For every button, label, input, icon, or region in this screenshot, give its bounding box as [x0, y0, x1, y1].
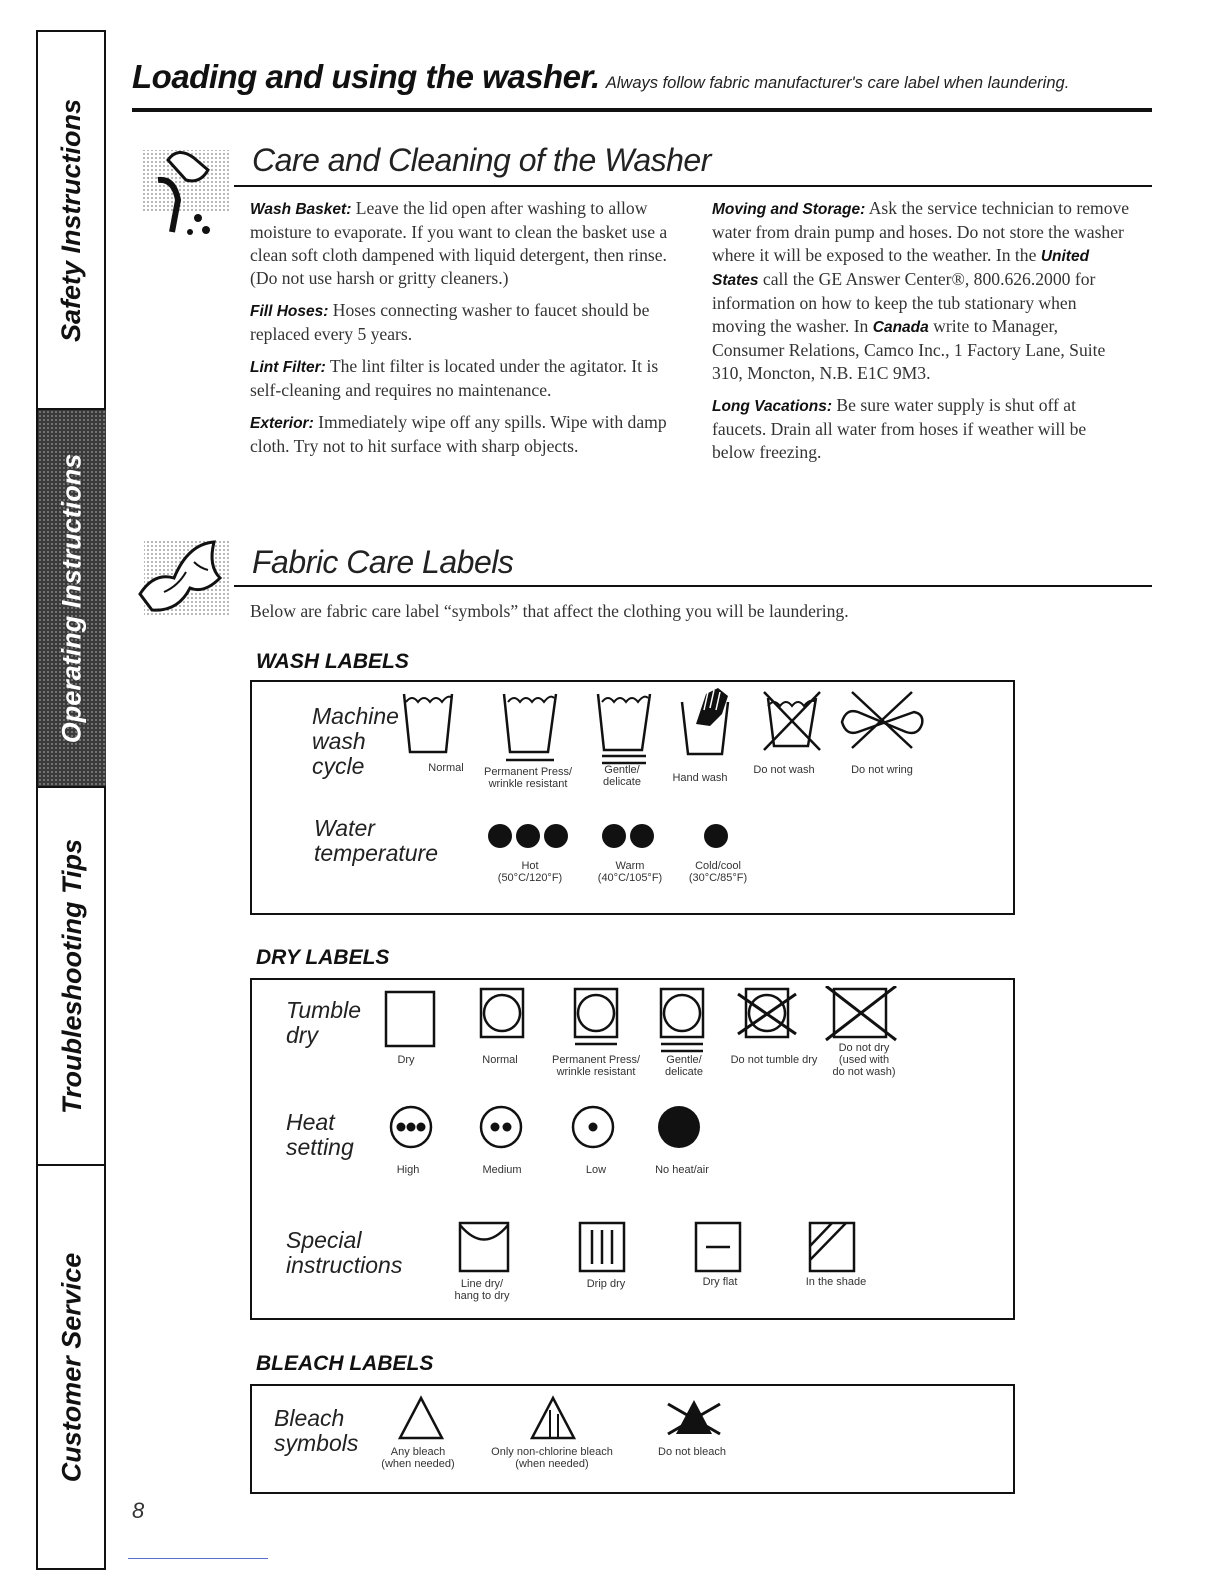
bleach-caption-do-not: Do not bleach	[658, 1446, 726, 1458]
heat-caption-no-heat: No heat/air	[655, 1164, 709, 1176]
fabric-care-icon	[134, 532, 234, 624]
cycle-caption-permanent-press: Permanent Press/ wrinkle resistant	[483, 766, 573, 790]
page-header	[132, 58, 1152, 112]
page-number: 8	[132, 1498, 145, 1523]
dry-icon	[382, 988, 440, 1050]
care-section-title: Care and Cleaning of the Washer	[252, 142, 711, 178]
line-dry-icon	[456, 1220, 514, 1276]
hot-temperature-dots	[488, 824, 572, 853]
bleach-caption-any: Any bleach (when needed)	[381, 1446, 455, 1470]
tab-label: Safety Instructions	[56, 98, 87, 342]
special-caption-line-dry: Line dry/ hang to dry	[454, 1278, 510, 1302]
bleach-labels-heading: BLEACH LABELS	[256, 1352, 434, 1375]
lint-filter-text: The lint filter is located under the agitator. It is self-cleaning and requires no maintenance.	[250, 356, 659, 400]
dry-labels-box	[250, 978, 1015, 1320]
moving-storage-paragraph	[712, 197, 1132, 385]
temp-caption-warm: Warm (40°C/105°F)	[597, 860, 663, 884]
normal-wash-icon	[400, 684, 456, 762]
heat-caption-high: High	[396, 1164, 420, 1176]
tumble-dry-permanent-press-icon	[572, 986, 622, 1052]
wash-labels-box	[250, 680, 1015, 915]
care-left-column	[250, 197, 688, 458]
lint-filter-paragraph	[250, 355, 688, 402]
heat-medium-icon	[478, 1104, 524, 1150]
fabric-intro: Below are fabric care label “symbols” that affect the clothing you will be laundering.	[250, 601, 849, 621]
exterior-text: Immediately wipe off any spills. Wipe with damp cloth. Try not to hit surface with sharp objects.	[250, 412, 667, 456]
united-states-label: United States	[712, 248, 1090, 289]
tab-safety-instructions[interactable]	[38, 32, 106, 410]
do-not-dry-icon	[824, 986, 900, 1042]
long-vacations-paragraph	[712, 394, 1132, 464]
tumble-caption-do-not-tumble: Do not tumble dry	[730, 1054, 818, 1066]
temp-caption-hot: Hot (50°C/120°F)	[497, 860, 563, 884]
moving-storage-label: Moving and Storage:	[712, 201, 866, 218]
tumble-dry-label: Tumble dry	[286, 997, 361, 1048]
non-chlorine-bleach-icon	[528, 1394, 578, 1442]
water-temperature-label: Water temperature	[314, 815, 439, 866]
gentle-wash-icon	[594, 684, 654, 774]
special-caption-shade: In the shade	[805, 1276, 867, 1288]
wash-basket-text: Leave the lid open after washing to allow moisture to evaporate. If you want to clean the basket use a clean soft cloth dampened with liquid detergent, then rinse. (Do not use harsh or gritty cleaners.)	[250, 198, 668, 288]
warm-temperature-dots	[602, 824, 658, 853]
section-divider	[234, 585, 1152, 587]
long-vacations-text: Be sure water supply is shut off at faucets. Drain all water from hoses if weather will be below freezing.	[712, 395, 1087, 462]
temp-caption-cold: Cold/cool (30°C/85°F)	[688, 860, 748, 884]
page-title: Loading and using the washer.	[132, 58, 600, 95]
tumble-caption-do-not-dry: Do not dry (used with do not wash)	[832, 1042, 896, 1078]
dry-labels-heading: DRY LABELS	[256, 946, 390, 969]
wash-basket-label: Wash Basket:	[250, 201, 352, 218]
exterior-label: Exterior:	[250, 415, 314, 432]
tumble-caption-permanent-press: Permanent Press/ wrinkle resistant	[551, 1054, 641, 1078]
tab-label: Troubleshooting Tips	[56, 838, 87, 1114]
moving-text: write to Manager, Consumer Relations, Camco Inc., 1 Factory Lane, Suite 310, Moncton, N.B. E1C 9M3.	[712, 316, 1106, 383]
machine-wash-cycle-label: Machine wash cycle	[312, 703, 399, 779]
do-not-wash-icon	[760, 688, 824, 754]
fill-hoses-label: Fill Hoses:	[250, 303, 329, 320]
heat-setting-label: Heat setting	[286, 1109, 354, 1160]
cycle-caption-gentle: Gentle/ delicate	[603, 764, 641, 788]
tab-operating-instructions[interactable]	[38, 410, 106, 788]
special-caption-drip-dry: Drip dry	[586, 1278, 626, 1290]
lint-filter-label: Lint Filter:	[250, 359, 326, 376]
cycle-caption-do-not-wash: Do not wash	[753, 764, 815, 776]
fill-hoses-text: Hoses connecting washer to faucet should be replaced every 5 years.	[250, 300, 650, 344]
page-subtitle: Always follow fabric manufacturer's care label when laundering.	[605, 74, 1070, 92]
footer-line	[128, 1558, 268, 1559]
cycle-caption-normal: Normal	[428, 762, 464, 774]
tumble-dry-normal-icon	[478, 986, 528, 1042]
canada-label: Canada	[872, 319, 929, 336]
care-right-column	[712, 197, 1132, 464]
long-vacations-label: Long Vacations:	[712, 398, 832, 415]
bleach-labels-box	[250, 1384, 1015, 1494]
heat-low-icon	[570, 1104, 616, 1150]
wash-basket-paragraph	[250, 197, 688, 290]
cold-temperature-dot	[704, 824, 732, 853]
any-bleach-icon	[396, 1394, 446, 1442]
hand-wash-icon	[678, 684, 738, 764]
tumble-caption-gentle: Gentle/ delicate	[665, 1054, 703, 1078]
permanent-press-wash-icon	[500, 684, 560, 774]
fill-hoses-paragraph	[250, 299, 688, 346]
fabric-section-title: Fabric Care Labels	[252, 544, 514, 580]
wash-labels-heading: WASH LABELS	[256, 650, 409, 673]
tab-troubleshooting-tips[interactable]	[38, 788, 106, 1166]
exterior-paragraph	[250, 411, 688, 458]
moving-text: Ask the service technician to remove water from drain pump and hoses. Do not store the washer where it will be exposed to the weather. In the	[712, 198, 1130, 265]
tumble-dry-gentle-icon	[658, 986, 708, 1058]
dry-flat-icon	[692, 1220, 746, 1276]
heat-high-icon	[388, 1104, 434, 1150]
dry-in-shade-icon	[806, 1220, 860, 1276]
heat-caption-low: Low	[585, 1164, 607, 1176]
tab-customer-service[interactable]	[38, 1166, 106, 1568]
drip-dry-icon	[576, 1220, 630, 1276]
special-instructions-label: Special instructions	[286, 1227, 403, 1278]
do-not-bleach-icon	[662, 1394, 726, 1442]
section-divider	[234, 185, 1152, 187]
bleach-symbols-label: Bleach symbols	[274, 1405, 359, 1456]
tumble-caption-normal: Normal	[482, 1054, 518, 1066]
tab-label: Operating Instructions	[56, 453, 87, 743]
moving-text: call the GE Answer Center®, 800.626.2000 for information on how to keep the tub stationary when moving the washer. In	[712, 269, 1096, 336]
no-heat-icon	[656, 1104, 702, 1150]
sidebar-nav	[36, 30, 106, 1570]
bleach-caption-non-chlorine: Only non-chlorine bleach (when needed)	[491, 1446, 613, 1470]
cycle-caption-hand-wash: Hand wash	[672, 772, 728, 784]
do-not-tumble-dry-icon	[736, 986, 802, 1042]
washer-cleaning-icon	[138, 140, 234, 240]
tab-label: Customer Service	[56, 1252, 87, 1482]
cycle-caption-do-not-wring: Do not wring	[851, 764, 913, 776]
do-not-wring-icon	[836, 688, 928, 754]
tumble-caption-dry: Dry	[397, 1054, 415, 1066]
special-caption-dry-flat: Dry flat	[702, 1276, 738, 1288]
heat-caption-medium: Medium	[482, 1164, 522, 1176]
